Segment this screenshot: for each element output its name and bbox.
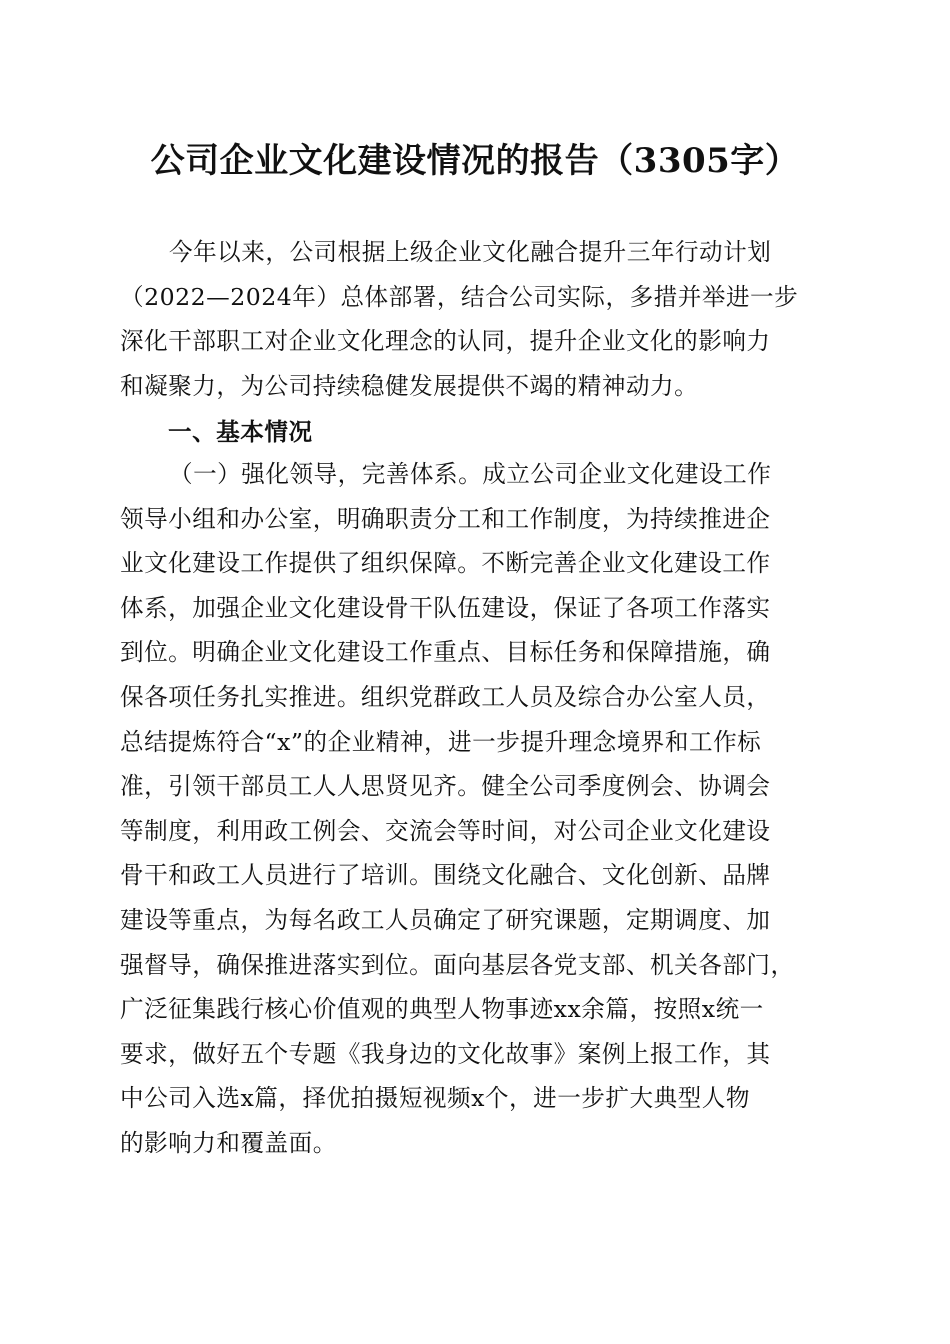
subsection-1-paragraph: [120, 452, 840, 1166]
subsection-line: 等制度，利用政工例会、交流会等时间，对公司企业文化建设: [120, 816, 771, 845]
subsection-line: 准，引领干部员工人人思贤见齐。健全公司季度例会、协调会: [120, 772, 771, 801]
section-heading-basic-situation: 一、基本情况: [168, 418, 313, 446]
subsection-line: 领导小组和办公室，明确职责分工和工作制度，为持续推进企: [120, 504, 771, 533]
intro-line: 深化干部职工对企业文化理念的认同，提升企业文化的影响力: [120, 327, 771, 356]
intro-line: 今年以来，公司根据上级企业文化融合提升三年行动计划: [169, 238, 772, 266]
subsection-line: 到位。明确企业文化建设工作重点、目标任务和保障措施，确: [120, 638, 771, 667]
subsection-line: 广泛征集践行核心价值观的典型人物事迹xx余篇，按照x统一: [120, 995, 764, 1024]
subsection-line: 骨干和政工人员进行了培训。围绕文化融合、文化创新、品牌: [120, 861, 771, 890]
subsection-line: 保各项任务扎实推进。组织党群政工人员及综合办公室人员，: [120, 682, 771, 711]
document-title: 公司企业文化建设情况的报告（3305字）: [150, 141, 800, 181]
subsection-line: 中公司入选x篇，择优拍摄短视频x个，进一步扩大典型人物: [120, 1084, 750, 1113]
subsection-line: 业文化建设工作提供了组织保障。不断完善企业文化建设工作: [120, 549, 771, 578]
subsection-line: 要求，做好五个专题《我身边的文化故事》案例上报工作，其: [120, 1039, 771, 1068]
subsection-line: 建设等重点，为每名政工人员确定了研究课题，定期调度、加: [120, 905, 771, 934]
subsection-line: 体系，加强企业文化建设骨干队伍建设，保证了各项工作落实: [120, 593, 771, 622]
intro-line: （2022—2024年）总体部署，结合公司实际，多措并举进一步: [120, 282, 799, 311]
subsection-line: 总结提炼符合“x”的企业精神，进一步提升理念境界和工作标: [120, 727, 762, 756]
intro-line: 和凝聚力，为公司持续稳健发展提供不竭的精神动力。: [120, 371, 699, 400]
intro-paragraph: [120, 230, 840, 408]
subsection-line: 的影响力和覆盖面。: [120, 1128, 337, 1157]
subsection-line: 强督导，确保推进落实到位。面向基层各党支部、机关各部门，: [120, 950, 795, 979]
subsection-line: （一）强化领导，完善体系。成立公司企业文化建设工作: [169, 460, 772, 488]
